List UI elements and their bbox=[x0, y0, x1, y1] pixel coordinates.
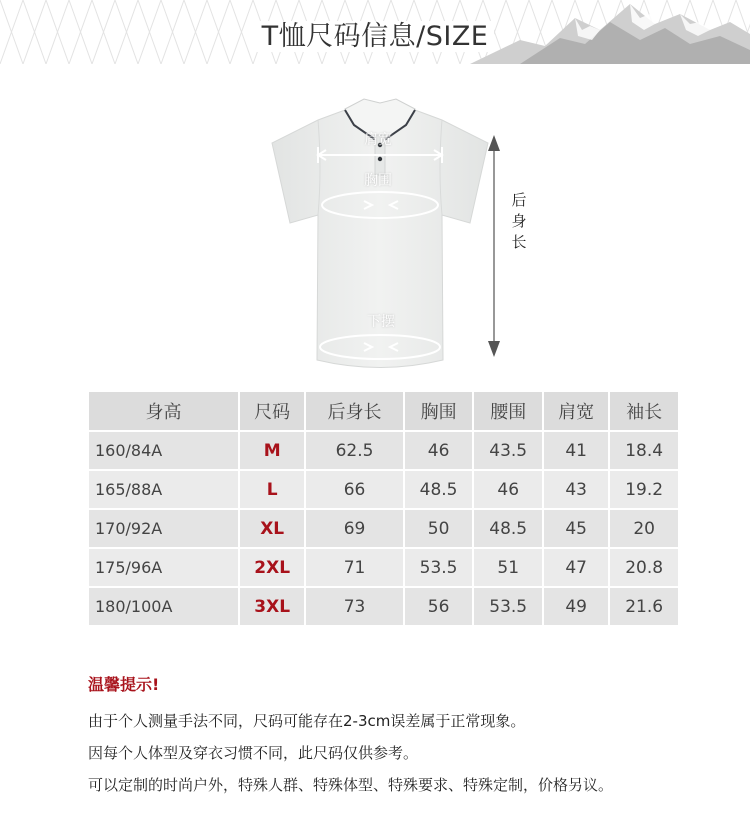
page-header bbox=[0, 0, 750, 70]
back-length-cell: 73 bbox=[306, 588, 402, 625]
shoulder-cell: 43 bbox=[544, 471, 608, 508]
table-row bbox=[89, 588, 678, 625]
waist-cell: 48.5 bbox=[474, 510, 542, 547]
page-title bbox=[0, 14, 750, 53]
hem-label: 下摆 bbox=[367, 314, 395, 330]
length-arrow bbox=[488, 135, 500, 357]
header-shoulder: 肩宽 bbox=[544, 392, 608, 430]
size-code-cell: L bbox=[240, 471, 304, 508]
back-length-char-2: 身 bbox=[511, 212, 527, 230]
height-cell: 160/84A bbox=[89, 432, 238, 469]
back-length-char-3: 长 bbox=[511, 233, 527, 251]
chest-cell: 50 bbox=[405, 510, 473, 547]
back-length-cell: 66 bbox=[306, 471, 402, 508]
height-cell: 180/100A bbox=[89, 588, 238, 625]
tip-line-1: 由于个人测量手法不同，尺码可能存在2-3cm误差属于正常现象。 bbox=[88, 712, 526, 730]
size-code-cell: 2XL bbox=[240, 549, 304, 586]
table-row bbox=[89, 510, 678, 547]
size-code-cell: M bbox=[240, 432, 304, 469]
shoulder-cell: 41 bbox=[544, 432, 608, 469]
header-height: 身高 bbox=[89, 392, 238, 430]
sleeve-cell: 20.8 bbox=[610, 549, 678, 586]
back-length-char-1: 后 bbox=[511, 191, 527, 209]
back-length-cell: 62.5 bbox=[306, 432, 402, 469]
page-title-text: T恤尺码信息/SIZE bbox=[256, 21, 495, 52]
chest-cell: 56 bbox=[405, 588, 473, 625]
sleeve-cell: 21.6 bbox=[610, 588, 678, 625]
waist-cell: 46 bbox=[474, 471, 542, 508]
shoulder-cell: 49 bbox=[544, 588, 608, 625]
back-length-cell: 71 bbox=[306, 549, 402, 586]
back-length-cell: 69 bbox=[306, 510, 402, 547]
header-chest: 胸围 bbox=[405, 392, 473, 430]
chest-label: 胸围 bbox=[364, 173, 392, 189]
tip-line-3: 可以定制的时尚户外，特殊人群、特殊体型、特殊要求、特殊定制，价格另议。 bbox=[88, 776, 614, 794]
sleeve-cell: 18.4 bbox=[610, 432, 678, 469]
chest-cell: 53.5 bbox=[405, 549, 473, 586]
chest-cell: 46 bbox=[405, 432, 473, 469]
waist-cell: 51 bbox=[474, 549, 542, 586]
size-chart-table bbox=[87, 390, 680, 627]
header-back-length: 后身长 bbox=[306, 392, 402, 430]
shoulder-cell: 45 bbox=[544, 510, 608, 547]
sleeve-cell: 20 bbox=[610, 510, 678, 547]
tip-line-2: 因每个人体型及穿衣习惯不同，此尺码仅供参考。 bbox=[88, 744, 419, 762]
header-waist: 腰围 bbox=[474, 392, 542, 430]
height-cell: 175/96A bbox=[89, 549, 238, 586]
shoulder-cell: 47 bbox=[544, 549, 608, 586]
sleeve-cell: 19.2 bbox=[610, 471, 678, 508]
height-cell: 170/92A bbox=[89, 510, 238, 547]
table-header-row bbox=[89, 392, 678, 430]
shoulder-width-label: 肩宽 bbox=[364, 132, 392, 148]
size-code-cell: XL bbox=[240, 510, 304, 547]
table-row bbox=[89, 432, 678, 469]
size-code-cell: 3XL bbox=[240, 588, 304, 625]
height-cell: 165/88A bbox=[89, 471, 238, 508]
chest-cell: 48.5 bbox=[405, 471, 473, 508]
table-row bbox=[89, 549, 678, 586]
back-length-label bbox=[510, 190, 528, 253]
tips-title: 温馨提示! bbox=[88, 675, 160, 694]
waist-cell: 53.5 bbox=[474, 588, 542, 625]
header-size: 尺码 bbox=[240, 392, 304, 430]
shirt-diagram bbox=[0, 95, 750, 385]
header-sleeve: 袖长 bbox=[610, 392, 678, 430]
table-row bbox=[89, 471, 678, 508]
waist-cell: 43.5 bbox=[474, 432, 542, 469]
